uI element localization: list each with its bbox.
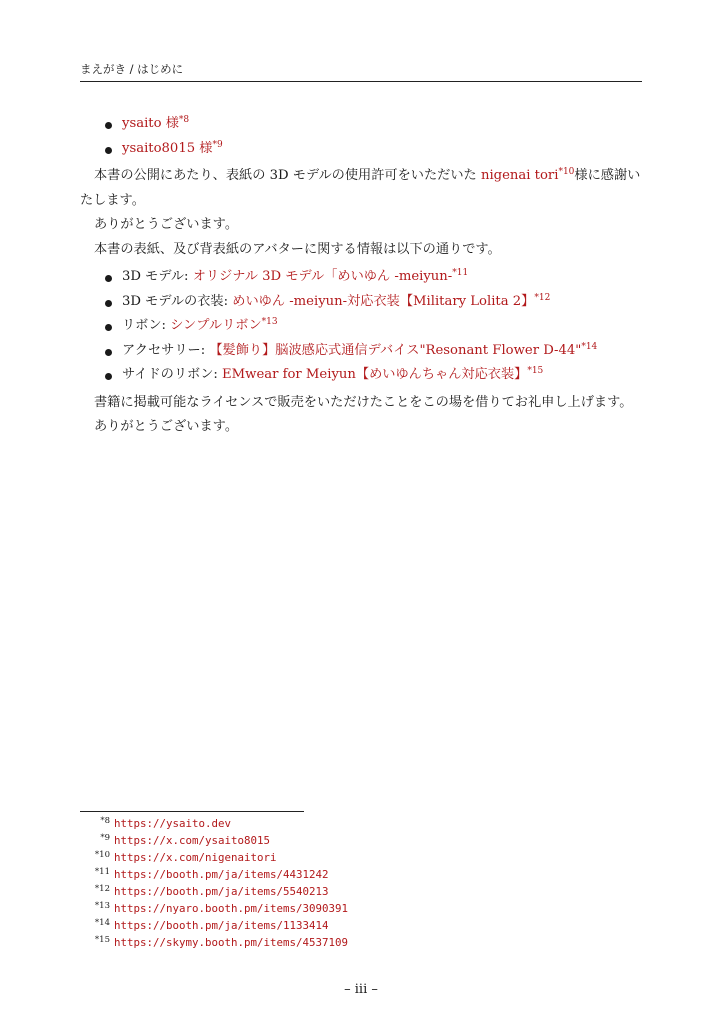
thanks-list [80, 112, 645, 161]
footnote: $^{*13}$ https://nyaro.booth.pm/items/3090391 [94, 901, 349, 915]
footnote-url[interactable]: https://ysaito.dev [114, 817, 232, 830]
list-item: 3D モデル: オリジナル 3D モデル「めいゆん -meiyun-$^{*11}$ [80, 265, 645, 290]
footnote-rule [80, 811, 304, 812]
paragraph-license: 書籍に掲載可能なライセンスで販売をいただけたことをこの場を借りてお礼申し上げます。 [94, 394, 633, 410]
footnote: $^{*12}$ https://booth.pm/ja/items/5540213 [94, 884, 329, 898]
avatar-link[interactable]: オリジナル 3D モデル「めいゆん -meiyun-$^{*11}$ [192, 268, 469, 284]
footnote-url[interactable]: https://x.com/ysaito8015 [114, 834, 271, 847]
footnote: $^{*9}$ https://x.com/ysaito8015 [100, 833, 271, 847]
footnote: $^{*15}$ https://skymy.booth.pm/items/4537109 [94, 935, 349, 949]
footnotes [80, 815, 640, 951]
avatar-link[interactable]: 【髪飾り】脳波感応式通信デバイス"Resonant Flower D-44"$^{*14}$ [209, 341, 598, 358]
nigenai-tori-link[interactable]: nigenai tori$^{*10}$ [480, 167, 575, 183]
footnote: $^{*11}$ https://booth.pm/ja/items/4431242 [94, 867, 329, 881]
avatar-link[interactable]: EMwear for Meiyun【めいゆんちゃん対応衣装】$^{*15}$ [222, 366, 544, 382]
avatar-link[interactable]: シンプルリボン$^{*13}$ [170, 317, 278, 333]
list-item: サイドのリボン: EMwear for Meiyun【めいゆんちゃん対応衣装】$^{*15}$ [80, 363, 645, 388]
paragraph-acknowledgement: 本書の公開にあたり、表紙の 3D モデルの使用許可をいただいた nigenai tori$^{*10}$様に感謝いたします。 [80, 167, 641, 208]
avatar-list [80, 265, 645, 388]
list-item: リボン: シンプルリボン$^{*13}$ [80, 314, 645, 339]
list-item: アクセサリー: 【髪飾り】脳波感応式通信デバイス"Resonant Flower D-44"$^{*14}$ [80, 339, 645, 364]
paragraph-thanks: ありがとうございます。 [94, 419, 239, 434]
footnote-url[interactable]: https://nyaro.booth.pm/items/3090391 [114, 902, 349, 915]
footnote-url[interactable]: https://booth.pm/ja/items/5540213 [114, 885, 329, 898]
thanks-link[interactable]: ysaito8015 様$^{*9}$ [122, 139, 223, 156]
list-item: 3D モデルの衣装: めいゆん -meiyun-対応衣装【Military Lolita 2】$^{*12}$ [80, 290, 645, 315]
footnote: $^{*8}$ https://ysaito.dev [100, 816, 232, 830]
footnote-url[interactable]: https://booth.pm/ja/items/4431242 [114, 868, 329, 881]
page-number: – iii – [344, 982, 378, 997]
avatar-link[interactable]: めいゆん -meiyun-対応衣装【Military Lolita 2】$^{*12}$ [232, 292, 551, 309]
thanks-link[interactable]: ysaito 様$^{*8}$ [122, 115, 190, 131]
footnote-url[interactable]: https://skymy.booth.pm/items/4537109 [114, 936, 349, 949]
footnote: $^{*14}$ https://booth.pm/ja/items/1133414 [94, 918, 329, 932]
footnote-url[interactable]: https://x.com/nigenaitori [114, 851, 277, 864]
paragraph-avatar-intro: 本書の表紙、及び背表紙のアバターに関する情報は以下の通りです。 [94, 241, 501, 257]
footnote: $^{*10}$ https://x.com/nigenaitori [94, 850, 277, 864]
list-item [80, 137, 645, 162]
main-content [80, 112, 645, 440]
list-item [80, 112, 645, 137]
running-header: まえがき / はじめに [80, 61, 642, 82]
footnote-url[interactable]: https://booth.pm/ja/items/1133414 [114, 919, 329, 932]
paragraph-thanks: ありがとうございます。 [94, 217, 239, 232]
